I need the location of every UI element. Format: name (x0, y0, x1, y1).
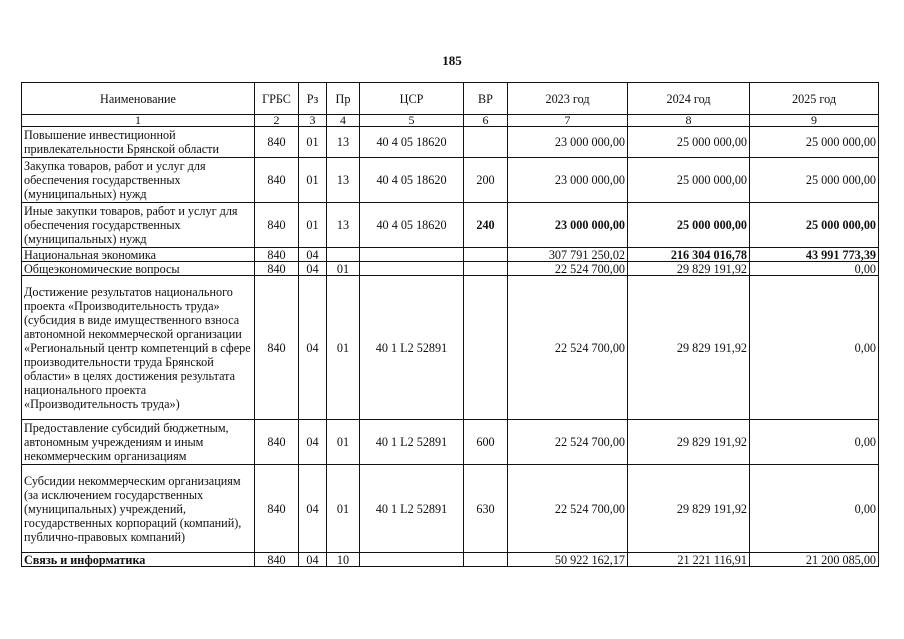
row-2023: 23 000 000,00 (508, 127, 628, 158)
table-row (22, 127, 879, 158)
header-2025: 2025 год (750, 83, 879, 115)
row-vr: 240 (464, 203, 508, 248)
row-2023: 23 000 000,00 (508, 158, 628, 203)
header-grbs: ГРБС (255, 83, 299, 115)
column-number: 3 (299, 115, 327, 127)
row-2024: 29 829 191,92 (628, 465, 750, 553)
column-number: 4 (327, 115, 360, 127)
column-number: 6 (464, 115, 508, 127)
row-csr (360, 262, 464, 276)
row-rz: 04 (299, 248, 327, 262)
row-grbs: 840 (255, 420, 299, 465)
header-2023: 2023 год (508, 83, 628, 115)
row-grbs: 840 (255, 248, 299, 262)
header-pr: Пр (327, 83, 360, 115)
row-name: Иные закупки товаров, работ и услуг для обеспечения государственных (муниципальных) нужд (22, 203, 255, 248)
row-rz: 01 (299, 127, 327, 158)
row-csr: 40 1 L2 52891 (360, 276, 464, 420)
table-row (22, 262, 879, 276)
row-vr (464, 262, 508, 276)
row-2023: 23 000 000,00 (508, 203, 628, 248)
row-vr (464, 127, 508, 158)
row-name: Общеэкономические вопросы (22, 262, 255, 276)
row-2025: 0,00 (750, 420, 879, 465)
row-2024: 25 000 000,00 (628, 158, 750, 203)
row-grbs: 840 (255, 465, 299, 553)
row-rz: 01 (299, 203, 327, 248)
row-name: Национальная экономика (22, 248, 255, 262)
row-2023: 22 524 700,00 (508, 420, 628, 465)
row-pr: 01 (327, 276, 360, 420)
row-pr: 01 (327, 262, 360, 276)
row-rz: 01 (299, 158, 327, 203)
row-2024: 25 000 000,00 (628, 127, 750, 158)
column-number: 5 (360, 115, 464, 127)
table-row (22, 420, 879, 465)
row-name: Достижение результатов национального проекта «Производительность труда» (субсидия в виде имущественного взноса автономной некоммерческой организации «Региональный центр компетенций в сфере производительности труда Брянской области» в целях достижения результата национального проекта «Производительность труда») (22, 276, 255, 420)
row-2025: 0,00 (750, 276, 879, 420)
row-pr: 10 (327, 553, 360, 567)
table-row (22, 553, 879, 567)
table-row (22, 465, 879, 553)
row-pr (327, 248, 360, 262)
budget-table (21, 82, 879, 567)
row-2025: 21 200 085,00 (750, 553, 879, 567)
header-2024: 2024 год (628, 83, 750, 115)
row-2023: 50 922 162,17 (508, 553, 628, 567)
row-2023: 307 791 250,02 (508, 248, 628, 262)
row-vr: 600 (464, 420, 508, 465)
header-vr: ВР (464, 83, 508, 115)
table-row (22, 248, 879, 262)
row-2024: 29 829 191,92 (628, 420, 750, 465)
row-vr: 630 (464, 465, 508, 553)
row-grbs: 840 (255, 203, 299, 248)
row-vr: 200 (464, 158, 508, 203)
header-row (22, 83, 879, 115)
column-number: 9 (750, 115, 879, 127)
row-csr (360, 248, 464, 262)
table-row (22, 158, 879, 203)
row-grbs: 840 (255, 127, 299, 158)
column-number: 8 (628, 115, 750, 127)
row-2025: 25 000 000,00 (750, 127, 879, 158)
row-rz: 04 (299, 465, 327, 553)
row-2024: 25 000 000,00 (628, 203, 750, 248)
row-2025: 43 991 773,39 (750, 248, 879, 262)
row-vr (464, 276, 508, 420)
header-csr: ЦСР (360, 83, 464, 115)
row-vr (464, 553, 508, 567)
row-grbs: 840 (255, 276, 299, 420)
row-pr: 13 (327, 203, 360, 248)
row-csr (360, 553, 464, 567)
column-number: 2 (255, 115, 299, 127)
column-number: 7 (508, 115, 628, 127)
row-csr: 40 1 L2 52891 (360, 465, 464, 553)
row-grbs: 840 (255, 262, 299, 276)
row-2024: 29 829 191,92 (628, 262, 750, 276)
row-rz: 04 (299, 262, 327, 276)
row-2023: 22 524 700,00 (508, 276, 628, 420)
column-number-row (22, 115, 879, 127)
row-csr: 40 1 L2 52891 (360, 420, 464, 465)
row-grbs: 840 (255, 553, 299, 567)
row-rz: 04 (299, 420, 327, 465)
row-name: Субсидии некоммерческим организациям (за исключением государственных (муниципальных) учреждений, государственных корпораций (компаний), публично-правовых компаний) (22, 465, 255, 553)
header-rz: Рз (299, 83, 327, 115)
row-2025: 25 000 000,00 (750, 158, 879, 203)
row-name: Повышение инвестиционной привлекательности Брянской области (22, 127, 255, 158)
row-name: Закупка товаров, работ и услуг для обеспечения государственных (муниципальных) нужд (22, 158, 255, 203)
row-rz: 04 (299, 553, 327, 567)
row-2024: 29 829 191,92 (628, 276, 750, 420)
row-2025: 0,00 (750, 465, 879, 553)
row-pr: 01 (327, 465, 360, 553)
header-name: Наименование (22, 83, 255, 115)
row-name: Предоставление субсидий бюджетным, автономным учреждениям и иным некоммерческим организациям (22, 420, 255, 465)
row-csr: 40 4 05 18620 (360, 127, 464, 158)
row-pr: 13 (327, 127, 360, 158)
row-csr: 40 4 05 18620 (360, 158, 464, 203)
row-2024: 21 221 116,91 (628, 553, 750, 567)
row-pr: 13 (327, 158, 360, 203)
column-number: 1 (22, 115, 255, 127)
page-number: 185 (442, 53, 462, 68)
row-2023: 22 524 700,00 (508, 465, 628, 553)
row-2024: 216 304 016,78 (628, 248, 750, 262)
table-row (22, 276, 879, 420)
row-vr (464, 248, 508, 262)
row-rz: 04 (299, 276, 327, 420)
row-name: Связь и информатика (22, 553, 255, 567)
row-csr: 40 4 05 18620 (360, 203, 464, 248)
row-pr: 01 (327, 420, 360, 465)
table-row (22, 203, 879, 248)
row-2025: 25 000 000,00 (750, 203, 879, 248)
row-grbs: 840 (255, 158, 299, 203)
row-2025: 0,00 (750, 262, 879, 276)
row-2023: 22 524 700,00 (508, 262, 628, 276)
